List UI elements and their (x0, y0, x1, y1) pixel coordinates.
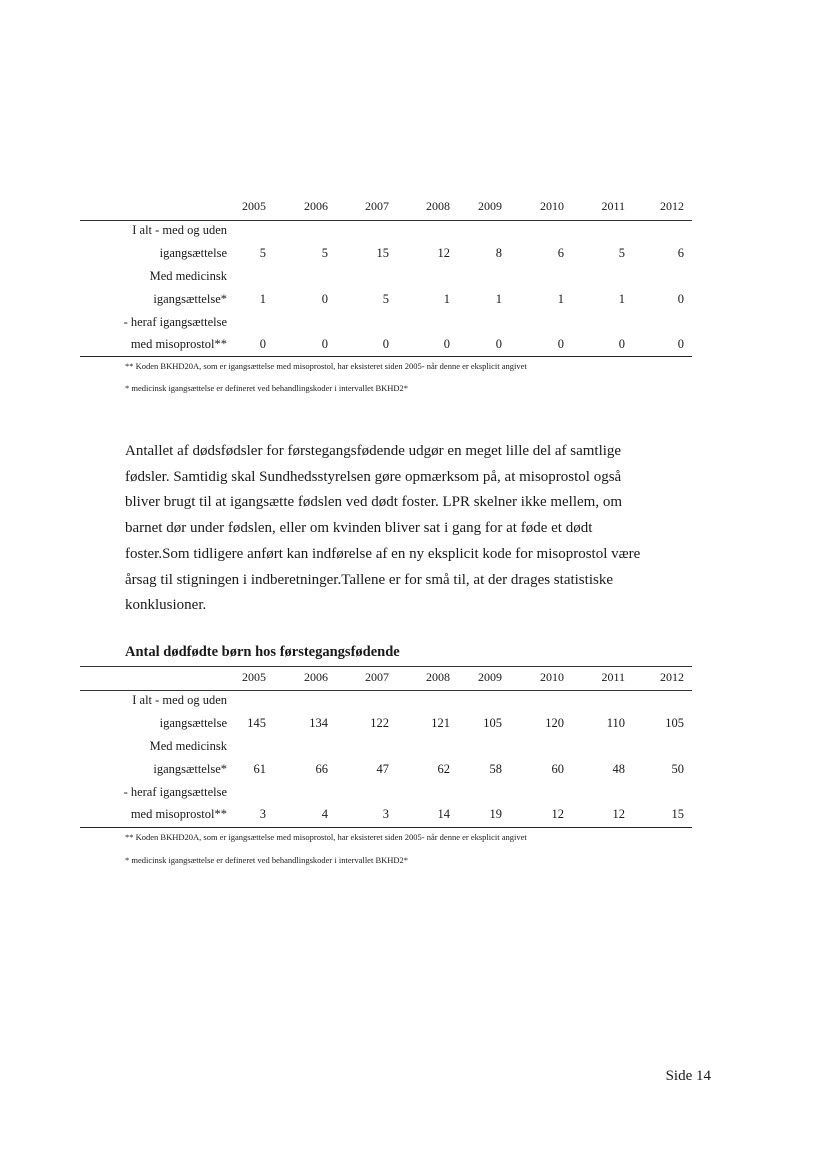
row-label: igangsættelse (159, 716, 227, 730)
table-1-bottom-rule (80, 356, 692, 357)
table-cell: 60 (551, 762, 564, 776)
table-cell: 122 (370, 716, 389, 730)
table-cell: 0 (677, 337, 684, 351)
table-cell: 1 (618, 292, 625, 306)
paragraph-line: fødsler. Samtidig skal Sundhedsstyrelsen gøre opmærksom på, at misoprostol også (125, 468, 622, 485)
table-cell: 12 (612, 807, 625, 821)
year-2008: 2008 (426, 670, 450, 684)
table-cell: 1 (259, 292, 266, 306)
year-2009: 2009 (478, 670, 502, 684)
table-cell: 134 (309, 716, 328, 730)
paragraph-line: årsag til stigningen i indberetninger.Tallene er for små til, at der drages statistiske (125, 571, 613, 588)
year-2011: 2011 (601, 199, 625, 213)
year-2012: 2012 (660, 199, 684, 213)
table-cell: 110 (606, 716, 625, 730)
table-cell: 1 (443, 292, 450, 306)
table-cell: 121 (431, 716, 450, 730)
body-paragraph (125, 439, 655, 619)
year-2006: 2006 (304, 199, 328, 213)
row-label: med misoprostol** (130, 337, 227, 351)
table-cell: 0 (321, 292, 328, 306)
year-2011: 2011 (601, 670, 625, 684)
table-cell: 5 (259, 246, 266, 260)
row-label: I alt - med og uden (132, 223, 227, 237)
row-label: med misoprostol** (130, 807, 227, 821)
table-2-title: Antal dødfødte børn hos førstegangsfødende (125, 644, 400, 660)
table-cell: 0 (382, 337, 389, 351)
year-2007: 2007 (365, 670, 389, 684)
table-cell: 14 (437, 807, 450, 821)
year-2010: 2010 (540, 670, 564, 684)
table-cell: 62 (437, 762, 450, 776)
table-2-bottom-rule (80, 827, 692, 828)
table-1 (80, 196, 692, 361)
paragraph-line: foster.Som tidligere anført kan indførelse af en ny eksplicit kode for misoprostol være (125, 545, 641, 562)
table-cell: 50 (671, 762, 684, 776)
year-2008: 2008 (426, 199, 450, 213)
table-cell: 5 (321, 246, 328, 260)
table-cell: 66 (315, 762, 328, 776)
table-1-footnote-2: * medicinsk igangsættelse er defineret ved behandlingskoder i intervallet BKHD2* (125, 383, 409, 393)
table-cell: 4 (321, 807, 328, 821)
year-2010: 2010 (540, 199, 564, 213)
table-2-top-rule (80, 666, 692, 667)
table-cell: 47 (376, 762, 389, 776)
table-2-footnote-2: * medicinsk igangsættelse er defineret ved behandlingskoder i intervallet BKHD2* (125, 855, 409, 865)
table-cell: 8 (495, 246, 502, 260)
table-2 (80, 666, 692, 831)
table-2-header (80, 670, 692, 690)
table-cell: 145 (247, 716, 266, 730)
year-2005: 2005 (242, 670, 266, 684)
year-2007: 2007 (365, 199, 389, 213)
row-label: igangsættelse* (153, 762, 227, 776)
table-cell: 0 (321, 337, 328, 351)
table-cell: 12 (551, 807, 564, 821)
year-2005: 2005 (242, 199, 266, 213)
row-label: - heraf igangsættelse (123, 785, 227, 799)
row-label: I alt - med og uden (132, 693, 227, 707)
page-number: Side 14 (665, 1068, 711, 1084)
table-cell: 6 (677, 246, 684, 260)
paragraph-line: barnet dør under fødslen, eller om kvinden bliver sat i gang for at føde et dødt (125, 520, 593, 537)
table-cell: 1 (557, 292, 564, 306)
table-cell: 15 (671, 807, 684, 821)
table-cell: 120 (545, 716, 564, 730)
table-cell: 1 (495, 292, 502, 306)
table-2-footnote-1: ** Koden BKHD20A, som er igangsættelse med misoprostol, har eksisteret siden 2005- når denne er eksplicit angivet (125, 832, 527, 842)
table-cell: 105 (665, 716, 684, 730)
table-cell: 61 (253, 762, 266, 776)
table-1-header-rule (80, 220, 692, 221)
row-label: igangsættelse (159, 246, 227, 260)
table-cell: 0 (677, 292, 684, 306)
table-cell: 19 (489, 807, 502, 821)
row-label: - heraf igangsættelse (123, 315, 227, 329)
table-cell: 0 (495, 337, 502, 351)
table-cell: 0 (259, 337, 266, 351)
row-label: Med medicinsk (149, 739, 227, 753)
year-2009: 2009 (478, 199, 502, 213)
table-cell: 6 (557, 246, 564, 260)
table-cell: 5 (382, 292, 389, 306)
row-label: Med medicinsk (149, 269, 227, 283)
table-cell: 3 (259, 807, 266, 821)
year-2012: 2012 (660, 670, 684, 684)
table-cell: 105 (483, 716, 502, 730)
row-label: igangsættelse* (153, 292, 227, 306)
table-cell: 0 (557, 337, 564, 351)
table-1-footnote-1: ** Koden BKHD20A, som er igangsættelse med misoprostol, har eksisteret siden 2005- når denne er eksplicit angivet (125, 361, 527, 371)
paragraph-line: bliver brugt til at igangsætte fødslen ved dødt foster. LPR skelner ikke mellem, om (125, 494, 622, 511)
table-cell: 0 (618, 337, 625, 351)
paragraph-line: Antallet af dødsfødsler for førstegangsfødende udgør en meget lille del af samtlige (125, 443, 622, 459)
table-2-header-rule (80, 690, 692, 691)
table-cell: 15 (376, 246, 389, 260)
paragraph-line: konklusioner. (125, 597, 207, 614)
table-cell: 12 (437, 246, 450, 260)
table-cell: 58 (489, 762, 502, 776)
table-cell: 3 (382, 807, 389, 821)
table-cell: 5 (618, 246, 625, 260)
table-cell: 0 (443, 337, 450, 351)
year-2006: 2006 (304, 670, 328, 684)
table-cell: 48 (612, 762, 625, 776)
table-1-header (80, 199, 692, 219)
